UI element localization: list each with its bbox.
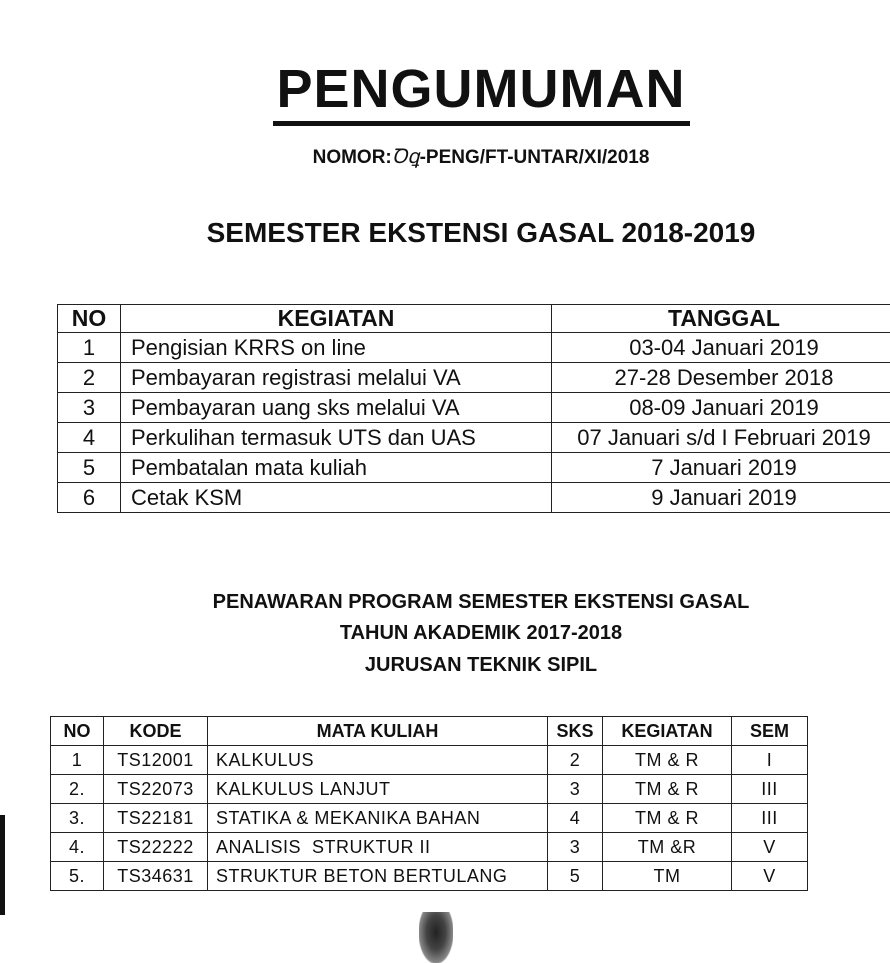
row-mata-kuliah: STATIKA & MEKANIKA BAHAN [208,804,548,833]
row-sks: 3 [548,775,603,804]
row-sks: 5 [548,862,603,891]
row-mata-kuliah: STRUKTUR BETON BERTULANG [208,862,548,891]
table-row [51,775,808,804]
row-kegiatan: TM [603,862,732,891]
row-no: 4 [58,423,121,453]
header-tanggal: TANGGAL [552,305,890,333]
row-tanggal: 03-04 Januari 2019 [552,333,890,363]
table-row [51,746,808,775]
ink-blot-mark [419,912,453,963]
row-kegiatan: Pengisian KRRS on line [121,333,552,363]
handwritten-number: Ꝺꝗ [391,144,420,168]
row-sem: III [732,775,808,804]
row-tanggal: 7 Januari 2019 [552,453,890,483]
page-title-text: PENGUMUMAN [273,59,690,126]
row-kegiatan: Cetak KSM [121,483,552,513]
table-row [51,804,808,833]
table-row [58,483,890,513]
row-kegiatan: Pembayaran registrasi melalui VA [121,363,552,393]
table-row [51,833,808,862]
row-sks: 3 [548,833,603,862]
offer-title-line3: JURUSAN TEKNIK SIPIL [364,654,598,676]
document-number [0,142,890,169]
row-kode: TS22181 [104,804,208,833]
nomor-suffix: -PENG/FT-UNTAR/XI/2018 [419,147,650,168]
row-tanggal: 07 Januari s/d I Februari 2019 [552,423,890,453]
row-no: 1 [58,333,121,363]
header-kegiatan: KEGIATAN [603,717,732,746]
row-kegiatan: Pembayaran uang sks melalui VA [121,393,552,423]
row-no: 5 [58,453,121,483]
row-kegiatan: Pembatalan mata kuliah [121,453,552,483]
nomor-prefix: NOMOR: [312,147,392,168]
row-kegiatan: TM & R [603,746,732,775]
row-tanggal: 27-28 Desember 2018 [552,363,890,393]
row-tanggal: 9 Januari 2019 [552,483,890,513]
row-kode: TS12001 [104,746,208,775]
table-row [58,393,890,423]
table-row [51,862,808,891]
row-kode: TS34631 [104,862,208,891]
header-no: NO [58,305,121,333]
row-no: 2. [51,775,104,804]
row-sem: V [732,833,808,862]
row-no: 1 [51,746,104,775]
header-kegiatan: KEGIATAN [121,305,552,333]
header-sks: SKS [548,717,603,746]
row-kegiatan: Perkulihan termasuk UTS dan UAS [121,423,552,453]
schedule-table [57,304,890,513]
row-sem: III [732,804,808,833]
row-mata-kuliah: KALKULUS [208,746,548,775]
header-no: NO [51,717,104,746]
page-title [0,58,890,120]
row-sks: 4 [548,804,603,833]
scan-edge-mark [0,815,5,915]
row-kegiatan: TM & R [603,804,732,833]
row-no: 5. [51,862,104,891]
row-kegiatan: TM & R [603,775,732,804]
offer-title-line2: TAHUN AKADEMIK 2017-2018 [339,622,623,644]
row-mata-kuliah: ANALISIS STRUKTUR II [208,833,548,862]
table-row [58,333,890,363]
header-mata-kuliah: MATA KULIAH [208,717,548,746]
semester-title: SEMESTER EKSTENSI GASAL 2018-2019 [206,217,756,248]
row-no: 6 [58,483,121,513]
table-row [58,453,890,483]
row-sem: V [732,862,808,891]
row-no: 4. [51,833,104,862]
table-row [58,423,890,453]
row-kode: TS22222 [104,833,208,862]
header-kode: KODE [104,717,208,746]
row-kegiatan: TM &R [603,833,732,862]
schedule-header-row [58,305,890,333]
row-mata-kuliah: KALKULUS LANJUT [208,775,548,804]
row-no: 3. [51,804,104,833]
header-sem: SEM [732,717,808,746]
row-kode: TS22073 [104,775,208,804]
course-header-row [51,717,808,746]
row-sem: I [732,746,808,775]
row-sks: 2 [548,746,603,775]
row-no: 3 [58,393,121,423]
table-row [58,363,890,393]
offer-title-line1: PENAWARAN PROGRAM SEMESTER EKSTENSI GASAL [212,591,750,613]
row-no: 2 [58,363,121,393]
course-table [50,716,808,891]
row-tanggal: 08-09 Januari 2019 [552,393,890,423]
